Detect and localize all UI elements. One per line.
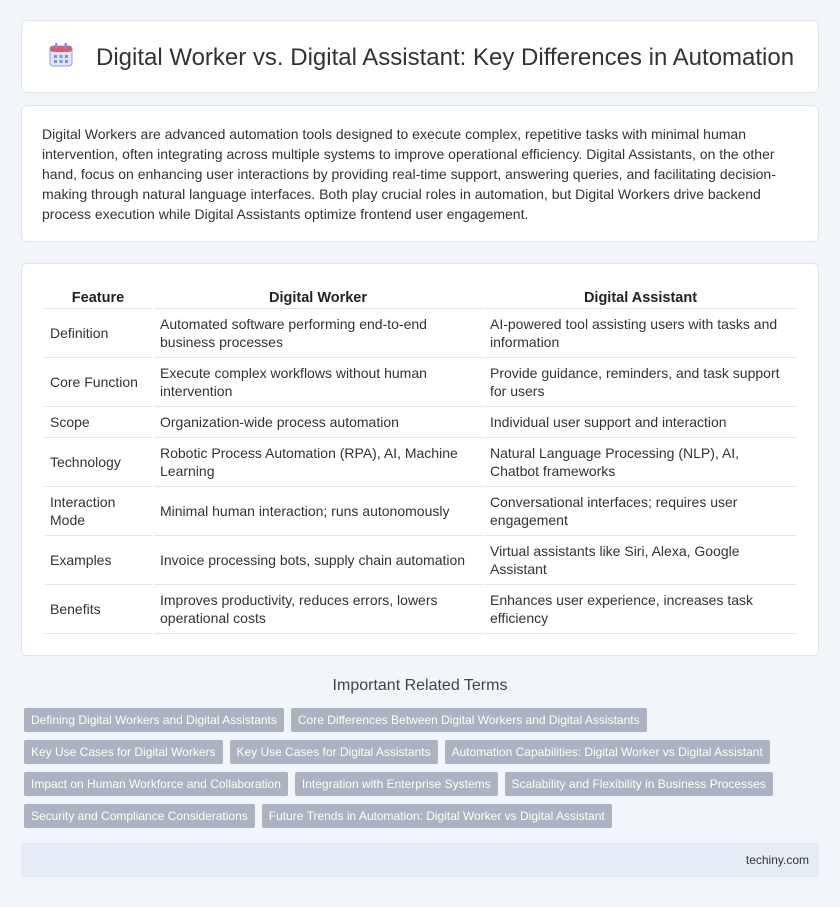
feature-cell: Examples	[44, 536, 152, 585]
header-card	[21, 20, 819, 93]
digital-assistant-cell: Individual user support and interaction	[484, 407, 797, 438]
digital-worker-cell: Organization-wide process automation	[154, 407, 482, 438]
table-row	[44, 407, 797, 438]
calendar-icon	[48, 42, 74, 73]
table-row	[44, 358, 797, 407]
table-row	[44, 536, 797, 585]
comparison-table-card	[21, 263, 819, 656]
digital-assistant-cell: AI-powered tool assisting users with tasks and information	[484, 309, 797, 358]
table-row	[44, 309, 797, 358]
header-digital-assistant: Digital Assistant	[484, 285, 797, 309]
digital-assistant-cell: Conversational interfaces; requires user engagement	[484, 487, 797, 536]
related-term-tag[interactable]: Defining Digital Workers and Digital Assistants	[24, 708, 284, 732]
related-term-tag[interactable]: Impact on Human Workforce and Collaboration	[24, 772, 288, 796]
digital-worker-cell: Minimal human interaction; runs autonomously	[154, 487, 482, 536]
related-term-tag[interactable]: Key Use Cases for Digital Assistants	[230, 740, 438, 764]
feature-cell: Benefits	[44, 585, 152, 634]
table-row	[44, 438, 797, 487]
digital-worker-cell: Automated software performing end-to-end business processes	[154, 309, 482, 358]
digital-worker-cell: Improves productivity, reduces errors, lowers operational costs	[154, 585, 482, 634]
related-term-tag[interactable]: Core Differences Between Digital Workers and Digital Assistants	[291, 708, 647, 732]
digital-assistant-cell: Enhances user experience, increases task efficiency	[484, 585, 797, 634]
related-term-tag[interactable]: Future Trends in Automation: Digital Worker vs Digital Assistant	[262, 804, 612, 828]
related-term-tag[interactable]: Automation Capabilities: Digital Worker vs Digital Assistant	[445, 740, 770, 764]
digital-worker-cell: Robotic Process Automation (RPA), AI, Machine Learning	[154, 438, 482, 487]
digital-worker-cell: Execute complex workflows without human intervention	[154, 358, 482, 407]
intro-text: Digital Workers are advanced automation tools designed to execute complex, repetitive tasks with minimal human intervention, often integrating across multiple systems to improve operational efficiency. Digital Assistants, on the other hand, focus on enhancing user interactions by providing real-time support, answering queries, and facilitating decision-making through natural language interfaces. Both play crucial roles in automation, but Digital Workers drive backend process execution while Digital Assistants optimize frontend user engagement.	[42, 126, 776, 222]
feature-cell: Interaction Mode	[44, 487, 152, 536]
footer	[21, 843, 819, 877]
feature-cell: Definition	[44, 309, 152, 358]
page-title: Digital Worker vs. Digital Assistant: Key Differences in Automation	[96, 43, 795, 71]
digital-assistant-cell: Natural Language Processing (NLP), AI, Chatbot frameworks	[484, 438, 797, 487]
digital-assistant-cell: Provide guidance, reminders, and task support for users	[484, 358, 797, 407]
table-row	[44, 585, 797, 634]
header-feature: Feature	[44, 285, 152, 309]
related-terms-tags	[24, 708, 814, 836]
related-term-tag[interactable]: Scalability and Flexibility in Business Processes	[505, 772, 773, 796]
feature-cell: Technology	[44, 438, 152, 487]
digital-worker-cell: Invoice processing bots, supply chain automation	[154, 536, 482, 585]
related-terms-title: Important Related Terms	[332, 677, 508, 694]
footer-site-link[interactable]: techiny.com	[745, 853, 809, 867]
related-term-tag[interactable]: Key Use Cases for Digital Workers	[24, 740, 223, 764]
related-term-tag[interactable]: Security and Compliance Considerations	[24, 804, 255, 828]
comparison-table	[42, 285, 799, 634]
table-row	[44, 487, 797, 536]
related-term-tag[interactable]: Integration with Enterprise Systems	[295, 772, 498, 796]
feature-cell: Core Function	[44, 358, 152, 407]
digital-assistant-cell: Virtual assistants like Siri, Alexa, Google Assistant	[484, 536, 797, 585]
feature-cell: Scope	[44, 407, 152, 438]
table-header-row	[44, 285, 797, 309]
intro-card	[21, 105, 819, 242]
header-digital-worker: Digital Worker	[154, 285, 482, 309]
